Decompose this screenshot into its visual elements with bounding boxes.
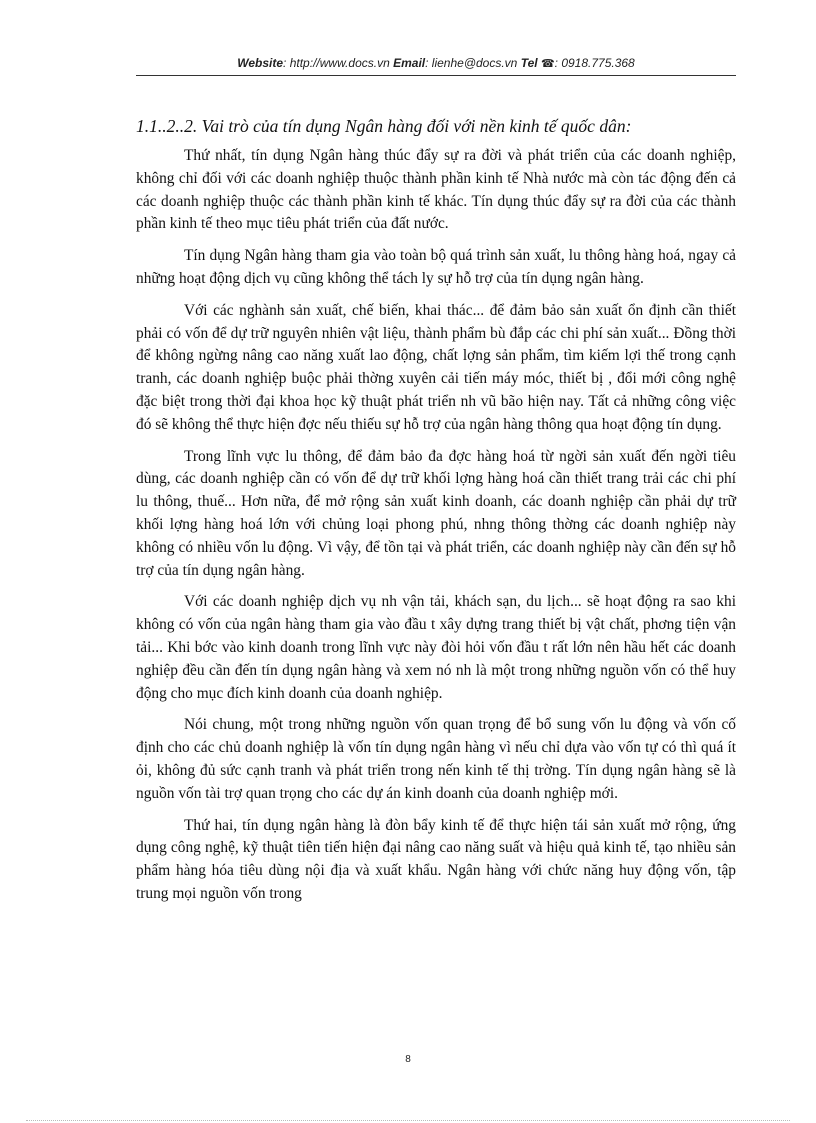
page-bottom-divider	[26, 1120, 790, 1121]
paragraph: Với các nghành sản xuất, chế biến, khai thác... để đảm bảo sản xuất ổn định cần thiết phải có vốn để dự trữ nguyên nhiên vật liệu, thành phẩm bù đắp các chi phí sản xuất... Đồng thời để không ngừng nâng cao năng xuất lao động, chất lợng sản phẩm, tìm kiếm lợi thế trong cạnh tranh, các doanh nghiệp buộc phải thờng xuyên cải tiến máy móc, thiết bị , đổi mới công nghệ đặc biệt trong thời đại khoa học kỹ thuật phát triển nh vũ bão hiện nay. Tất cả những công việc đó sẽ không thể thực hiện đợc nếu thiếu sự hỗ trợ của ngân hàng thông qua hoạt động tín dụng.	[136, 301, 736, 433]
page-header	[136, 56, 736, 70]
paragraph: Với các doanh nghiệp dịch vụ nh vận tải, khách sạn, du lịch... sẽ hoạt động ra sao khi không có vốn của ngân hàng tham gia vào đầu t xây dựng trang thiết bị vật chất, phơng tiện vận tải... Khi bớc vào kinh doanh trong lĩnh vực này đòi hỏi vốn đầu t rất lớn nên hầu hết các doanh nghiệp đều cần đến tín dụng ngân hàng và xem nó nh là một trong những nguồn vốn có thể huy động cho mục đích kinh doanh của doanh nghiệp.	[136, 593, 736, 702]
website-value: : http://www.docs.vn	[283, 56, 390, 70]
paragraph: Nói chung, một trong những nguồn vốn quan trọng để bổ sung vốn lu động và vốn cố định cho các chủ doanh nghiệp là vốn tín dụng ngân hàng vì nếu chỉ dựa vào vốn tự có thì quá ít ỏi, không đủ sức cạnh tranh và phát triển trong nến kinh tế thị trờng. Tín dụng ngân hàng sẽ là nguồn vốn tài trợ quan trọng cho các dự án kinh doanh của doanh nghiệp mới.	[136, 716, 736, 802]
paragraph: Thứ hai, tín dụng ngân hàng là đòn bẩy kinh tế để thực hiện tái sản xuất mở rộng, ứng dụng công nghệ, kỹ thuật tiên tiến hiện đại nâng cao năng suất và hiệu quả kinh tế, tạo nhiều sản phẩm hàng hóa tiêu dùng nội địa và xuất khẩu. Ngân hàng với chức năng huy động vốn, tập trung mọi nguồn vốn trong	[136, 816, 736, 902]
tel-value: : 0918.775.368	[554, 56, 635, 70]
paragraph: Thứ nhất, tín dụng Ngân hàng thúc đẩy sự ra đời và phát triển của các doanh nghiệp, không chỉ đối với các doanh nghiệp thuộc thành phần kinh tế Nhà nước mà còn tác động đến cả các doanh nghiệp thuộc các thành phần kinh tế khác. Tín dụng thúc đẩy sự ra đời của các thành phần kinh tế theo mục tiêu phát triển của đất nước.	[136, 147, 736, 233]
section-title: 1.1..2..2. Vai trò của tín dụng Ngân hàng đối với nền kinh tế quốc dân:	[136, 116, 632, 136]
phone-icon: ☎	[540, 58, 555, 70]
email-value: : lienhe@docs.vn	[425, 56, 518, 70]
header-divider	[136, 75, 736, 76]
document-body	[136, 145, 736, 915]
website-label: Website	[237, 56, 284, 70]
paragraph: Tín dụng Ngân hàng tham gia vào toàn bộ quá trình sản xuất, lu thông hàng hoá, ngay cả những hoạt động dịch vụ cũng không thể tách ly sự hỗ trợ của tín dụng ngân hàng.	[136, 247, 736, 287]
paragraph: Trong lĩnh vực lu thông, để đảm bảo đa đợc hàng hoá từ ngời sản xuất đến ngời tiêu dùng, các doanh nghiệp cần có vốn để dự trữ khối lợng hàng hoá cần thiết trang trải các chi phí lu thông, thuế... Hơn nữa, để mở rộng sản xuất kinh doanh, các doanh nghiệp cần phải dự trữ khối lợng hàng hoá lớn với chủng loại phong phú, nhng thông thờng các doanh nghiệp này không có nhiều vốn lu động. Vì vậy, để tồn tại và phát triển, các doanh nghiệp này cần đến sự hỗ trợ của tín dụng ngân hàng.	[136, 447, 736, 579]
tel-label: Tel	[520, 56, 538, 70]
email-label: Email	[393, 56, 426, 70]
page-number: 8	[405, 1054, 411, 1065]
